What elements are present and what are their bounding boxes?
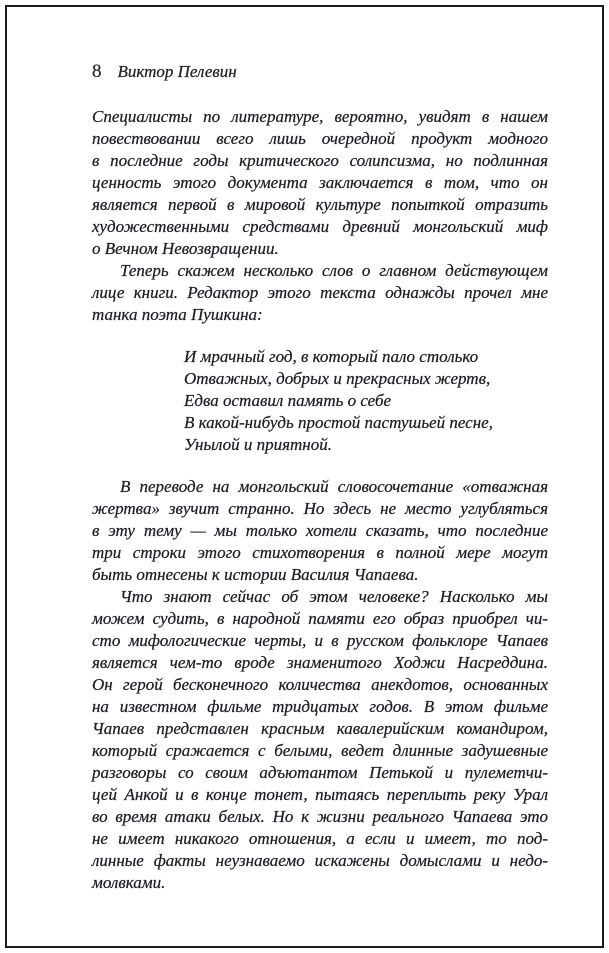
text-line: Теперь скажем несколько слов о главном действующем <box>120 261 548 280</box>
text-line: является первой в мировой культуре попыткой отразить <box>92 195 548 214</box>
text-line: Что знают сейчас об этом человеке? Насколько мы <box>120 587 548 606</box>
text-line: можем судить, в народной памяти его образ приобрел чи- <box>92 609 548 628</box>
verse-quote <box>184 346 548 456</box>
text-line: разговоры со своим адъютантом Петькой и пулеметчи- <box>92 763 548 782</box>
text-line: танка поэта Пушкина: <box>92 305 263 324</box>
running-head: Виктор Пелевин <box>117 62 237 81</box>
page-number: 8 <box>92 61 102 82</box>
body-text <box>92 106 548 894</box>
text-line: лице книги. Редактор этого текста однажды прочел мне <box>92 283 548 302</box>
text-line: молвками. <box>92 873 166 892</box>
text-line: на известном фильме тридцатых годов. В этом фильме <box>92 697 548 716</box>
verse-line: Отважных, добрых и прекрасных жертв, <box>184 369 491 388</box>
verse-line: Унылой и приятной. <box>184 435 332 454</box>
text-line: Специалисты по литературе, вероятно, увидят в нашем <box>92 107 548 126</box>
text-line: Он герой бесконечного количества анекдотов, основанных <box>92 675 548 694</box>
page-header <box>92 61 548 83</box>
paragraph <box>92 586 548 894</box>
text-line: сто мифологические черты, и в русском фольклоре Чапаев <box>92 631 548 650</box>
text-line: быть отнесены к истории Василия Чапаева. <box>92 565 419 584</box>
text-line: художественными средствами древний монгольский миф <box>92 217 548 236</box>
text-line: цей Анкой и в конце тонет, пытаясь переплыть реку Урал <box>92 785 548 804</box>
text-line: в эту тему — мы только хотели сказать, что последние <box>92 521 548 540</box>
text-line: в последние годы критического солипсизма, но подлинная <box>92 151 548 170</box>
text-line: который сражается с белыми, ведет длинные задушевные <box>92 741 548 760</box>
text-line: три строки этого стихотворения в полной мере могут <box>92 543 548 562</box>
text-line: В переводе на монгольский словосочетание «отважная <box>120 477 548 496</box>
text-line: жертва» звучит странно. Но здесь не место углубляться <box>92 499 548 518</box>
text-line: ценность этого документа заключается в том, что он <box>92 173 548 192</box>
text-line: повествовании всего лишь очередной продукт модного <box>92 129 548 148</box>
text-line: является чем-то вроде знаменитого Ходжи Насреддина. <box>92 653 548 672</box>
text-line: о Вечном Невозвращении. <box>92 239 279 258</box>
verse-line: В какой-нибудь простой пастушьей песне, <box>184 413 493 432</box>
paragraph <box>92 106 548 260</box>
verse-line: Едва оставил память о себе <box>184 391 392 410</box>
text-line: линные факты неузнаваемо искажены домыслами и недо- <box>92 851 548 870</box>
verse-line: И мрачный год, в который пало столько <box>184 347 479 366</box>
text-line: Чапаев представлен красным кавалерийским командиром, <box>92 719 548 738</box>
text-line: во время атаки белых. Но к жизни реального Чапаева это <box>92 807 548 826</box>
paragraph <box>92 260 548 326</box>
paragraph <box>92 476 548 586</box>
text-line: не имеет никакого отношения, а если и имеет, то под- <box>92 829 548 848</box>
